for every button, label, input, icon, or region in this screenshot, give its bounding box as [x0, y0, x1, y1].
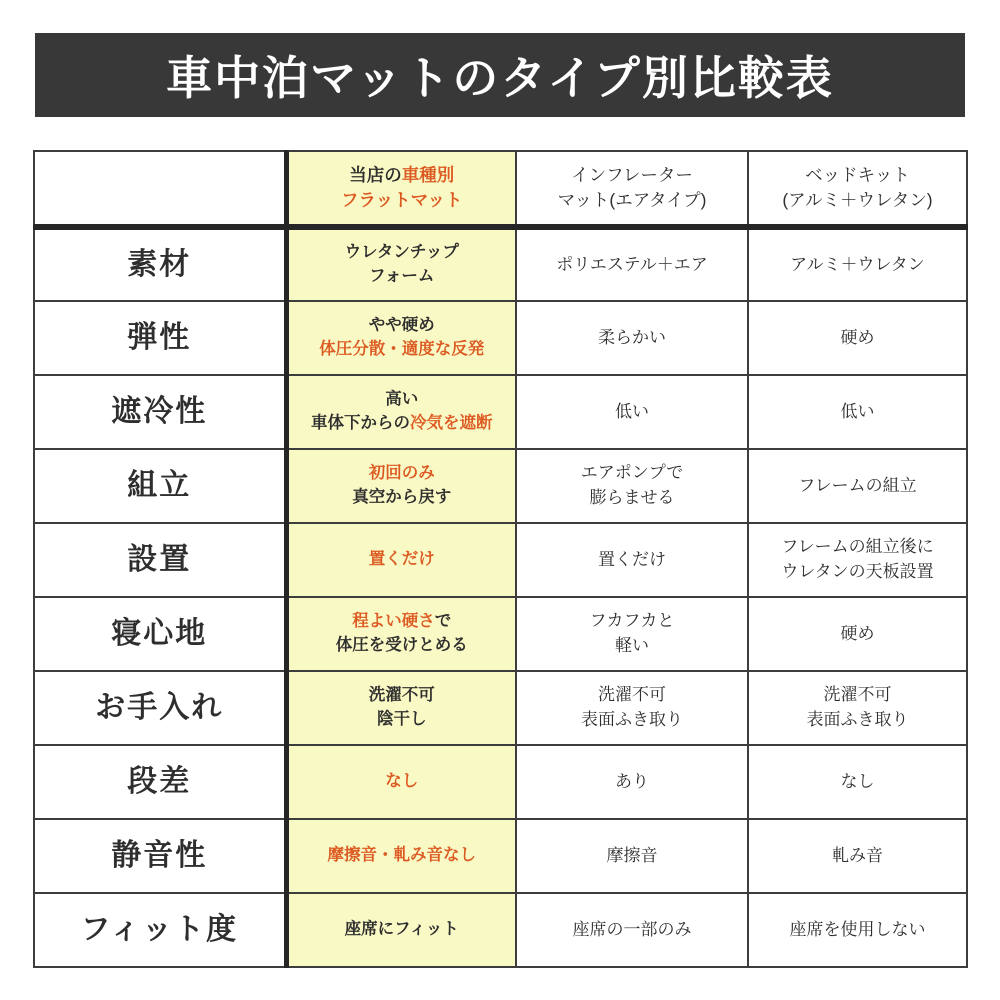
plain-text: 座席を使用しない — [789, 919, 926, 939]
plain-text: 柔らかい — [598, 327, 666, 347]
cell-line — [292, 462, 513, 486]
cell-line — [752, 770, 963, 795]
plain-text: 置くだけ — [598, 549, 666, 569]
cell-line — [520, 708, 744, 733]
cell-line — [520, 400, 744, 425]
corner-cell — [34, 151, 286, 227]
plain-text: (アルミ＋ウレタン) — [782, 190, 933, 210]
cell-line — [292, 684, 513, 708]
table-row — [34, 893, 967, 967]
table-row — [34, 745, 967, 819]
page-title: 車中泊マットのタイプ別比較表 — [166, 52, 834, 104]
cell-flat-mat — [286, 893, 516, 967]
cell-inflator-mat — [516, 523, 748, 597]
cell-line — [520, 326, 744, 351]
cell-inflator-mat — [516, 745, 748, 819]
plain-text: エアポンプで — [580, 463, 684, 483]
accent-text: 程よい硬さ — [352, 612, 435, 631]
plain-text: フォーム — [369, 267, 435, 285]
accent-text: 摩擦音・軋み音なし — [327, 846, 476, 865]
cell-line — [520, 918, 744, 943]
plain-text: やや硬め — [368, 316, 435, 335]
table-row — [34, 819, 967, 893]
accent-text: 車種別 — [401, 164, 455, 185]
cell-bed-kit — [748, 819, 967, 893]
column-header-bed-kit — [748, 151, 967, 227]
cell-line — [752, 708, 963, 733]
plain-text: 表面ふき取り — [581, 710, 683, 729]
table-row — [34, 449, 967, 523]
cell-line — [752, 253, 963, 278]
plain-text: ウレタンチップ — [344, 243, 459, 262]
cell-bed-kit — [748, 375, 967, 449]
cell-line — [520, 188, 744, 213]
cell-bed-kit — [748, 671, 967, 745]
cell-bed-kit — [748, 745, 967, 819]
plain-text: ベッドキット — [805, 164, 910, 185]
row-label: 弾性 — [34, 301, 286, 375]
cell-line — [292, 610, 513, 634]
cell-line — [752, 400, 963, 425]
plain-text: 硬め — [840, 327, 875, 347]
table-row — [34, 597, 967, 671]
plain-text: 高い — [385, 390, 419, 409]
cell-line — [752, 163, 963, 188]
row-label: 段差 — [34, 745, 286, 819]
header-row — [34, 151, 967, 227]
cell-inflator-mat — [516, 819, 748, 893]
plain-text: マット(エアタイプ) — [557, 190, 707, 210]
plain-text: 軋み音 — [832, 845, 883, 865]
plain-text: 座席の一部のみ — [572, 919, 692, 939]
cell-flat-mat — [286, 671, 516, 745]
plain-text: なし — [840, 771, 875, 791]
cell-line — [292, 918, 513, 942]
cell-line — [292, 338, 513, 362]
comparison-table — [33, 150, 968, 968]
accent-text: 初回のみ — [368, 464, 435, 483]
row-label: 寝心地 — [34, 597, 286, 671]
cell-line — [292, 241, 513, 265]
plain-text: で — [434, 612, 452, 631]
plain-text: 座席にフィット — [344, 920, 459, 939]
row-label: 設置 — [34, 523, 286, 597]
cell-line — [292, 314, 513, 338]
cell-flat-mat — [286, 523, 516, 597]
accent-text: 体圧分散・適度な反発 — [319, 340, 485, 358]
cell-bed-kit — [748, 597, 967, 671]
plain-text: 低い — [840, 401, 875, 421]
plain-text: 洗濯不可 — [368, 686, 435, 705]
cell-line — [292, 265, 513, 289]
cell-line — [752, 683, 963, 708]
cell-line — [520, 486, 744, 511]
cell-bed-kit — [748, 523, 967, 597]
row-label: 静音性 — [34, 819, 286, 893]
cell-inflator-mat — [516, 375, 748, 449]
accent-text: フラットマット — [341, 190, 463, 210]
cell-line — [520, 461, 744, 486]
plain-text: 真空から戻す — [352, 488, 452, 506]
cell-line — [520, 548, 744, 573]
column-header-flat-mat — [286, 151, 516, 227]
cell-flat-mat — [286, 597, 516, 671]
row-label: 組立 — [34, 449, 286, 523]
row-label: 素材 — [34, 227, 286, 301]
accent-text: 置くだけ — [368, 550, 435, 569]
cell-line — [752, 622, 963, 647]
plain-text: 軽い — [615, 636, 649, 655]
cell-line — [520, 770, 744, 795]
cell-line — [520, 609, 744, 634]
cell-flat-mat — [286, 375, 516, 449]
title-banner — [35, 33, 965, 117]
cell-line — [292, 844, 513, 868]
plain-text: 摩擦音 — [606, 845, 658, 865]
cell-line — [292, 708, 513, 732]
cell-line — [292, 388, 513, 412]
plain-text: フレームの組立後に — [781, 537, 934, 557]
cell-line — [520, 683, 744, 708]
cell-line — [752, 474, 963, 499]
cell-flat-mat — [286, 301, 516, 375]
cell-inflator-mat — [516, 449, 748, 523]
cell-inflator-mat — [516, 671, 748, 745]
plain-text: 洗濯不可 — [823, 685, 892, 705]
cell-line — [520, 634, 744, 659]
accent-text: なし — [385, 772, 419, 791]
cell-line — [752, 560, 963, 585]
plain-text: 低い — [615, 401, 649, 421]
cell-bed-kit — [748, 893, 967, 967]
plain-text: 洗濯不可 — [598, 685, 666, 705]
table-row — [34, 375, 967, 449]
cell-line — [292, 770, 513, 794]
cell-line — [520, 253, 744, 278]
table-row — [34, 301, 967, 375]
accent-text: 冷気を遮断 — [410, 414, 493, 432]
cell-line — [292, 634, 513, 658]
cell-line — [292, 188, 513, 213]
cell-line — [292, 412, 513, 436]
row-label: お手入れ — [34, 671, 286, 745]
plain-text: 車体下からの — [311, 414, 410, 432]
table-row — [34, 523, 967, 597]
row-label: 遮冷性 — [34, 375, 286, 449]
cell-inflator-mat — [516, 597, 748, 671]
plain-text: ポリエステル＋エア — [556, 254, 708, 274]
plain-text: ウレタンの天板設置 — [781, 562, 934, 581]
cell-inflator-mat — [516, 893, 748, 967]
cell-inflator-mat — [516, 301, 748, 375]
plain-text: 陰干し — [377, 710, 427, 728]
cell-line — [752, 918, 963, 943]
cell-flat-mat — [286, 449, 516, 523]
plain-text: アルミ＋ウレタン — [790, 254, 925, 274]
table-row — [34, 671, 967, 745]
cell-line — [752, 535, 963, 560]
table-row — [34, 227, 967, 301]
cell-line — [752, 844, 963, 869]
cell-bed-kit — [748, 301, 967, 375]
cell-flat-mat — [286, 745, 516, 819]
plain-text: フカフカと — [589, 611, 675, 631]
cell-bed-kit — [748, 449, 967, 523]
cell-line — [292, 163, 513, 188]
table-body — [34, 227, 967, 967]
plain-text: 硬め — [840, 623, 875, 643]
cell-line — [752, 188, 963, 213]
row-label: フィット度 — [34, 893, 286, 967]
cell-flat-mat — [286, 819, 516, 893]
plain-text: インフレーター — [571, 164, 693, 185]
cell-line — [292, 486, 513, 510]
cell-line — [752, 326, 963, 351]
plain-text: 体圧を受けとめる — [335, 636, 468, 654]
plain-text: あり — [615, 771, 649, 791]
plain-text: 表面ふき取り — [806, 710, 909, 729]
plain-text: フレームの組立 — [798, 475, 917, 495]
cell-inflator-mat — [516, 227, 748, 301]
cell-bed-kit — [748, 227, 967, 301]
column-header-inflator-mat — [516, 151, 748, 227]
cell-line — [292, 548, 513, 572]
plain-text: 当店の — [349, 164, 402, 185]
plain-text: 膨らませる — [589, 488, 675, 507]
cell-flat-mat — [286, 227, 516, 301]
cell-line — [520, 844, 744, 869]
cell-line — [520, 163, 744, 188]
